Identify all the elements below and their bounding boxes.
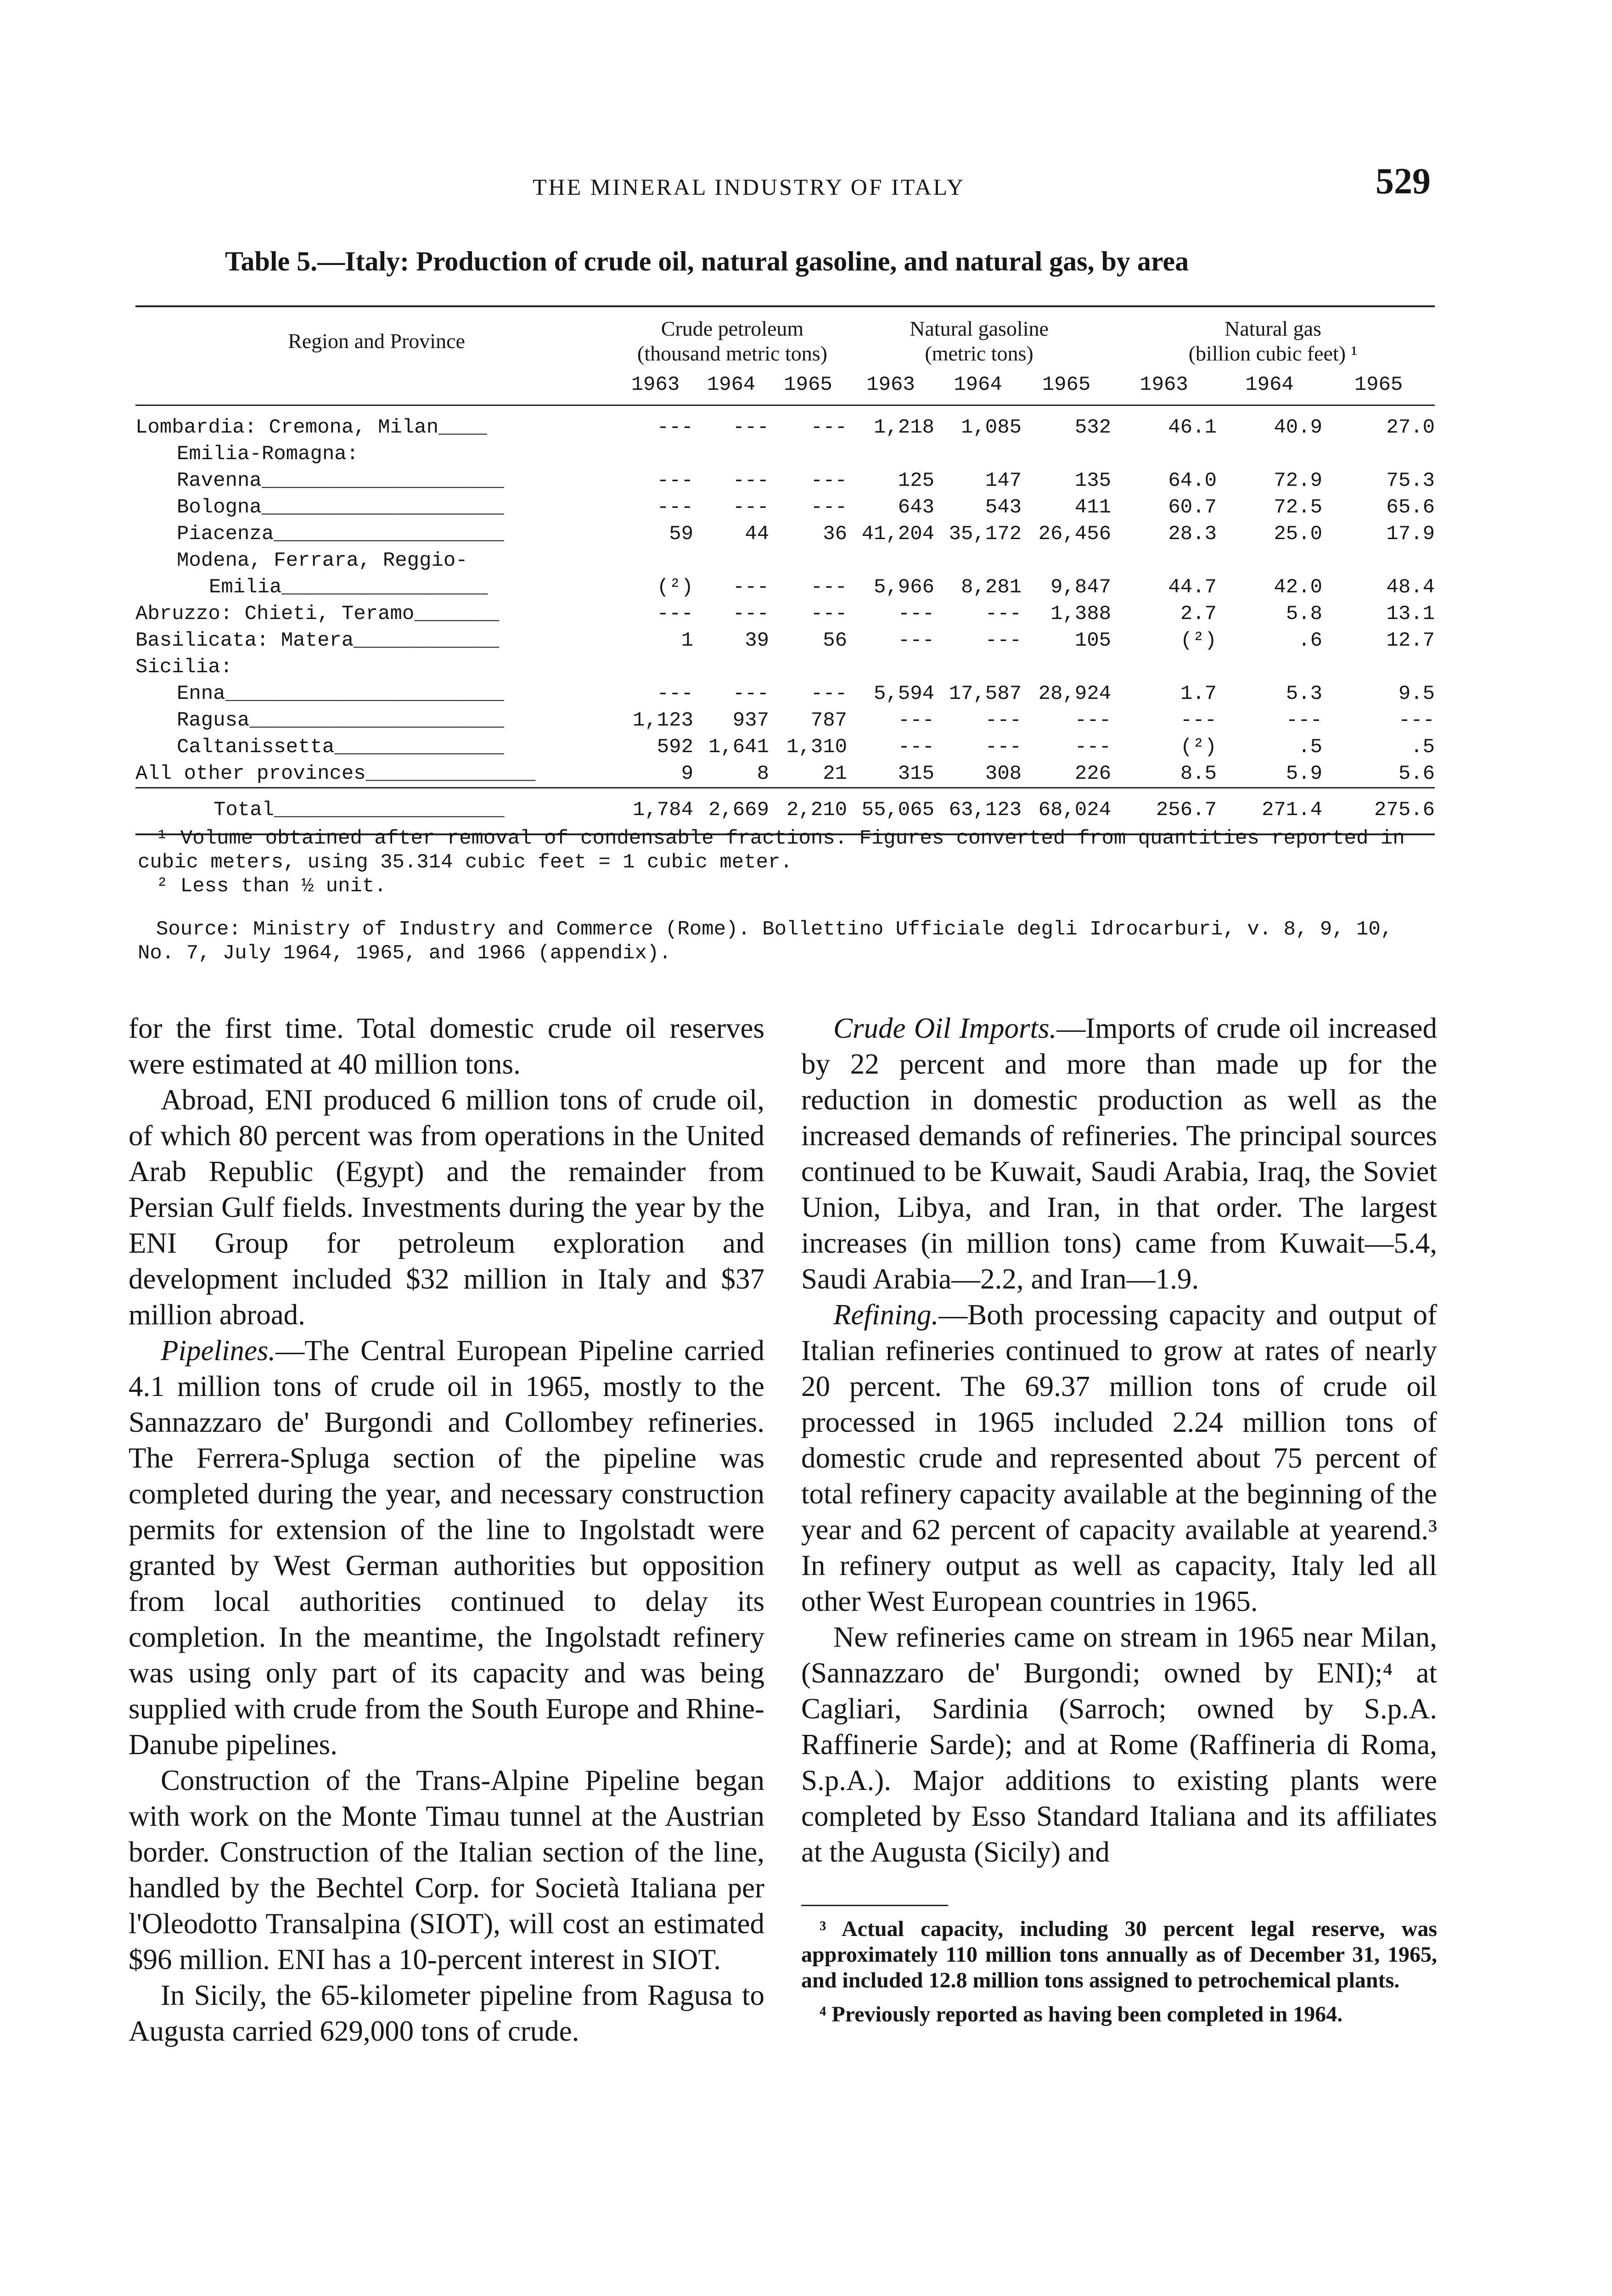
table-cell: --- [732,496,769,519]
paragraph-text: —Both processing capacity and output of Italian refineries continued to grow at rates of nearly 20 percent. The 69.37 million tons of crude oil processed in 1965 included 2.24 million tons of domestic crude and represented about 75 percent of total refinery capacity available at the beginning of the year and 62 percent of capacity available at yearend.³ In refinery output as well as capacity, Italy led all other West European countries in 1965. [801,1299,1437,1617]
footnote-divider [801,1905,948,1906]
table-cell [618,441,693,467]
table-cell [1217,441,1322,467]
table-cell: 147 [985,469,1022,492]
table-cell: 532 [1074,416,1112,439]
table-cell: --- [1074,736,1112,759]
table-row [135,547,1435,574]
table-cell: --- [810,602,848,625]
table-cell: --- [898,736,935,759]
paragraph: Construction of the Trans-Alpine Pipeline began with work on the Monte Timau tunnel at the Austrian border. Construction of the Italian section of the line, handled by the Bechtel Corp. for Società Italiana per l'Oleodotto Transalpina (SIOT), will cost an estimated $96 million. ENI has a 10-percent interest in SIOT. [129,1764,764,1975]
year-header: 1964 [1217,366,1322,405]
table-cell: 28,924 [1038,682,1112,705]
table-row [135,441,1435,467]
table-cell: 40.9 [1274,416,1323,439]
table-cell: 5.9 [1286,762,1323,785]
table-cell: 1,388 [1050,602,1112,625]
table-cell [934,441,1022,467]
table-row [135,521,1435,547]
year-header: 1964 [934,366,1022,405]
page-number: 529 [1376,161,1431,202]
table-cell: 125 [898,469,935,492]
table-cell: 643 [898,496,935,519]
row-label: Enna_______________________ [177,682,504,705]
table-row [135,760,1435,788]
table-cell [1217,654,1322,681]
stub-spacer [135,366,618,405]
table-cell [1022,441,1111,467]
table-cell: 26,456 [1038,523,1112,546]
year-header: 1965 [769,366,847,405]
group-header-line2: (metric tons) [925,342,1033,365]
table-cell [693,547,769,574]
table-cell: --- [985,709,1022,732]
table-cell [693,441,769,467]
table-cell [1111,547,1217,574]
year-header: 1964 [693,366,769,405]
table-cell [1322,547,1435,574]
table-cell [1322,441,1435,467]
table-cell [769,547,847,574]
table-row [135,405,1435,441]
table-cell [769,654,847,681]
table-cell: .5 [1298,736,1323,759]
table-cell: --- [985,736,1022,759]
table-cell: 59 [669,523,693,546]
group-header-gas [1111,306,1435,366]
table-row [135,494,1435,521]
table-cell: (²) [1180,629,1217,652]
table-cell: 256.7 [1111,788,1217,835]
table-cell: --- [732,682,769,705]
footnote: ³ Actual capacity, including 30 percent legal reserve, was approximately 110 million tons annually as of December 31, 1965, and included 12.8 million tons assigned to petrochemical plants. [801,1917,1437,1992]
table-cell: 315 [898,762,935,785]
table-cell: 75.3 [1386,469,1435,492]
right-column [801,1010,1437,2036]
row-label: Ravenna____________________ [177,469,504,492]
table-cell: 65.6 [1386,496,1435,519]
table-cell: 5.6 [1398,762,1435,785]
paragraph-pipelines [129,1333,764,1762]
table-cell [1217,547,1322,574]
table-cell: 5.3 [1286,682,1323,705]
year-header: 1963 [618,366,693,405]
table-cell: --- [985,602,1022,625]
table-cell: 2,210 [769,788,847,835]
table-row [135,734,1435,760]
table-cell: --- [898,709,935,732]
table-cell: 42.0 [1274,576,1323,599]
year-header: 1963 [1111,366,1217,405]
table-cell: 1.7 [1180,682,1217,705]
table-cell: 72.9 [1274,469,1323,492]
table-cell: 937 [732,709,769,732]
table-cell [1022,654,1111,681]
table-cell: 226 [1074,762,1112,785]
table-cell: --- [732,602,769,625]
table-cell [1111,654,1217,681]
run-in-heading: Refining. [833,1299,939,1331]
table-cell: 60.7 [1168,496,1217,519]
paragraph-refining [801,1297,1437,1619]
paragraph: Abroad, ENI produced 6 million tons of crude oil, of which 80 percent was from operations in the United Arab Republic (Egypt) and the remainder from Persian Gulf fields. Investments during the year by the ENI Group for petroleum exploration and development included $32 million in Italy and $37 million abroad. [129,1084,764,1331]
run-in-heading: Crude Oil Imports. [833,1012,1057,1044]
table-cell: --- [810,496,848,519]
table-cell: 44.7 [1168,576,1217,599]
group-header-crude [618,306,847,366]
table-cell: --- [985,629,1022,652]
table-cell: 72.5 [1274,496,1323,519]
table-notes [138,827,1437,965]
table-cell: 55,065 [847,788,934,835]
row-label: Emilia_________________ [209,576,488,599]
table-cell: --- [1180,709,1217,732]
table-cell: 48.4 [1386,576,1435,599]
footnote: ⁴ Previously reported as having been completed in 1964. [820,2002,1343,2026]
table-cell: --- [732,576,769,599]
table-cell: --- [1286,709,1323,732]
table-footnote: ² Less than ½ unit. [156,875,387,898]
year-header: 1963 [847,366,934,405]
paragraph: for the first time. Total domestic crude oil reserves were estimated at 40 million tons. [129,1012,764,1080]
group-header-line1: Natural gasoline [910,317,1049,340]
table-cell: 5.8 [1286,602,1323,625]
table-cell: 68,024 [1022,788,1111,835]
table-cell [847,547,934,574]
table-cell [1111,441,1217,467]
table-cell: 9,847 [1050,576,1112,599]
table-cell: 2,669 [693,788,769,835]
table-cell: 5,966 [873,576,935,599]
table-cell [847,654,934,681]
table-cell: 8 [757,762,769,785]
paragraph: New refineries came on stream in 1965 near Milan, (Sannazzaro de' Burgondi; owned by ENI);⁴ at Cagliari, Sardinia (Sarroch; owned by S.p.A. Raffinerie Sarde); and at Rome (Raffineria di Roma, S.p.A.). Major additions to existing plants were completed by Esso Standard Italiana and its affiliates at the Augusta (Sicily) and [801,1621,1437,1868]
group-header-gasoline [847,306,1111,366]
row-label: Bologna____________________ [177,496,504,519]
table-cell: (²) [657,576,693,599]
row-label: Modena, Ferrara, Reggio- [177,549,468,572]
table-cell: 105 [1074,629,1112,652]
table-cell: 8,281 [960,576,1022,599]
table-cell: 46.1 [1168,416,1217,439]
table-cell: --- [810,469,848,492]
table-cell [769,441,847,467]
row-label: Ragusa_____________________ [177,709,504,732]
table-cell: --- [732,416,769,439]
table-cell: 1 [681,629,693,652]
group-header-line2: (billion cubic feet) ¹ [1188,342,1358,365]
row-label: Basilicata: Matera____________ [135,629,500,652]
table-cell: 543 [985,496,1022,519]
table-cell: 39 [745,629,769,652]
table-cell: 56 [823,629,848,652]
table-row [135,574,1435,601]
table-row [135,467,1435,494]
table-cell: --- [657,682,693,705]
row-label: Emilia-Romagna: [177,443,359,466]
table-cell: --- [810,576,848,599]
table-cell: 63,123 [934,788,1022,835]
table-cell: 1,310 [786,736,848,759]
table-cell: 64.0 [1168,469,1217,492]
table-cell: 12.7 [1386,629,1435,652]
table-footnote: ¹ Volume obtained after removal of condensable fractions. Figures converted from quantities reported in cubic meters, using 35.314 cubic feet = 1 cubic meter. [138,827,1405,874]
table-cell: 1,123 [632,709,693,732]
paragraph-text: —The Central European Pipeline carried 4.1 million tons of crude oil in 1965, mostly to the Sannazzaro de' Burgondi and Collombey refineries. The Ferrera-Spluga section of the pipeline was completed during the year, and necessary construction permits for extension of the line to Ingolstadt were granted by West German authorities but opposition from local authorities continued to delay its completion. In the meantime, the Ingolstadt refinery was using only part of its capacity and was being supplied with crude from the South Europe and Rhine-Danube pipelines. [129,1334,764,1761]
table-cell: --- [810,682,848,705]
row-label: Sicilia: [135,656,233,679]
table-cell: .5 [1410,736,1435,759]
table-caption: Table 5.—Italy: Production of crude oil, natural gasoline, and natural gas, by area [225,246,1189,276]
table-cell: 41,204 [861,523,935,546]
paragraph-text: —Imports of crude oil increased by 22 percent and more than made up for the reduction in domestic production as well as the increased demands of refineries. The principal sources continued to be Kuwait, Saudi Arabia, Iraq, the Soviet Union, Libya, and Iran, in that order. The largest increases (in million tons) came from Kuwait—5.4, Saudi Arabia—2.2, and Iran—1.9. [801,1012,1437,1295]
table-cell: --- [732,469,769,492]
run-in-heading: Pipelines. [161,1334,276,1367]
table-cell: 8.5 [1180,762,1217,785]
table-cell: 1,641 [708,736,769,759]
group-header-line1: Crude petroleum [661,317,804,340]
table-cell: --- [657,496,693,519]
table-cell: 1,218 [873,416,935,439]
table-cell: 411 [1074,496,1112,519]
table-row [135,654,1435,681]
group-header-line1: Natural gas [1224,317,1321,340]
table-cell: --- [657,416,693,439]
table-cell [693,654,769,681]
table-cell: .6 [1298,629,1323,652]
row-label: All other provinces______________ [135,762,536,785]
table-cell: 1,784 [618,788,693,835]
table-row [135,707,1435,734]
table-cell [1022,547,1111,574]
table-cell: 1,085 [960,416,1022,439]
row-label: Total___________________ [135,788,618,835]
table-cell [1322,654,1435,681]
row-label: Abruzzo: Chieti, Teramo_______ [135,602,500,625]
table-cell: 21 [823,762,848,785]
table-cell: --- [898,629,935,652]
table-cell: 13.1 [1386,602,1435,625]
row-label: Lombardia: Cremona, Milan____ [135,416,487,439]
table-cell: --- [1398,709,1435,732]
table-cell: --- [657,469,693,492]
table-cell: 27.0 [1386,416,1435,439]
table-cell [618,654,693,681]
table-cell: 28.3 [1168,523,1217,546]
table-cell: --- [898,602,935,625]
left-column [129,1010,764,2049]
table-cell [934,547,1022,574]
group-header-line2: (thousand metric tons) [637,342,827,365]
table-cell: 25.0 [1274,523,1323,546]
table-cell: 5,594 [873,682,935,705]
table-cell: (²) [1180,736,1217,759]
table-cell: 592 [657,736,693,759]
row-label: Piacenza___________________ [177,523,504,546]
paragraph-imports [801,1010,1437,1297]
stub-header: Region and Province [135,306,618,366]
table-cell: 787 [810,709,848,732]
table-cell: 135 [1074,469,1112,492]
table-source: Source: Ministry of Industry and Commerce (Rome). Bollettino Ufficiale degli Idrocarburi, v. 8, 9, 10, No. 7, July 1964, 1965, and 1966 (appendix). [138,918,1393,965]
table-cell: --- [1074,709,1112,732]
table-cell: 308 [985,762,1022,785]
table-row [135,601,1435,627]
table-cell: --- [810,416,848,439]
table-cell: 17.9 [1386,523,1435,546]
table-cell: 9.5 [1398,682,1435,705]
table-row [135,681,1435,707]
table-cell [847,441,934,467]
running-head: THE MINERAL INDUSTRY OF ITALY [533,174,966,200]
table-cell: --- [657,602,693,625]
paragraph: In Sicily, the 65-kilometer pipeline from Ragusa to Augusta carried 629,000 tons of crude. [129,1979,764,2047]
table-row [135,627,1435,654]
table-cell [618,547,693,574]
table-cell [934,654,1022,681]
production-table [135,305,1435,835]
table-cell: 44 [745,523,769,546]
table-cell: 9 [681,762,693,785]
table-cell: 35,172 [949,523,1022,546]
table-cell: 2.7 [1180,602,1217,625]
year-header: 1965 [1022,366,1111,405]
row-label: Caltanissetta______________ [177,736,504,759]
table-cell: 36 [823,523,848,546]
year-header: 1965 [1322,366,1435,405]
table-cell: 17,587 [949,682,1022,705]
table-cell: 275.6 [1322,788,1435,835]
table-cell: 271.4 [1217,788,1322,835]
